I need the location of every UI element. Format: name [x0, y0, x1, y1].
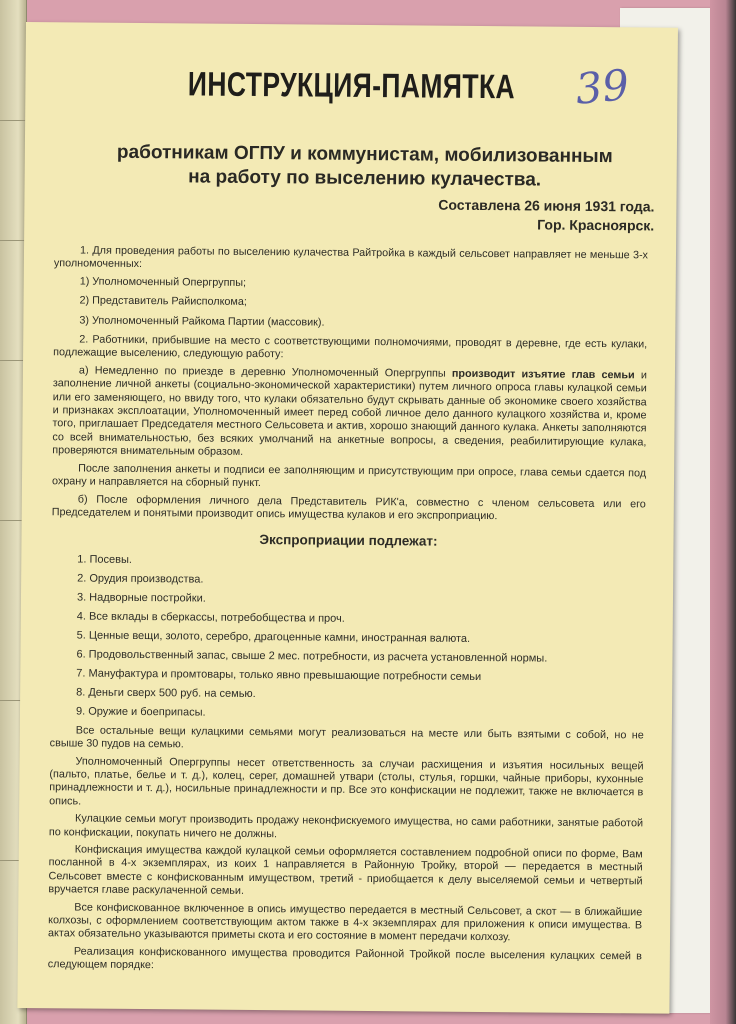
list-item: 3. Надворные постройки. [76, 591, 206, 605]
list-item: 4. Все вклады в сберкассы, потребобщества и проч. [76, 610, 345, 625]
paragraph-8: Конфискация имущества каждой кулацкой семьи оформляется составлением подробной описи по форме, Вам посланной в 4-х экземплярах, из коих 1 направляется в Районную Тройку, второй — передается в местный Сельсовет вместе с конфискованным имуществом, третий - приобщается к делу выселяемой семьи и четвертый вручается главе раскулаченной семьи. [48, 843, 643, 898]
paragraph-3: После заполнения анкеты и подписи ее заполняющим и присутствующим при опросе, глава семьи сдается под охрану и направляется на сборный пункт. [51, 462, 647, 490]
paragraph-2a-start: а) Немедленно по приезде в деревню Уполномоченный Опергруппы [78, 364, 452, 380]
paragraph-7: Кулацкие семьи могут производить продажу неконфискуемого имущества, но сами работники, занятые работой по конфискации, покупать ничего не должны. [48, 812, 644, 840]
handwritten-page-number: 39 [573, 59, 632, 114]
composed-date: Составлена 26 июня 1931 года. [438, 196, 655, 215]
list-item: 5. Ценные вещи, золото, серебро, драгоценные камни, иностранная валюта. [76, 629, 471, 645]
list-item: 1. Посевы. [77, 553, 133, 566]
paragraph-6: Уполномоченный Опергруппы несет ответственность за случаи расхищения и изъятия носильных вещей (пальто, платье, белье и т. д.), колец, серег, домашней утвари (столы, стулья, горшки, чайные приборы, кухонные принадлежности и т. д.), носильные принадлежности и пр. Все это конфискации не подлежит, также не включается в опись. [49, 754, 644, 808]
expropriation-list [50, 553, 645, 723]
composed-place: Гор. Красноярск. [537, 216, 655, 234]
paragraph-1-item-2: 2) Представитель Райисполкома; [79, 294, 247, 309]
paragraph-10: Реализация конфискованного имущества проводится Районной Тройкой после выселения кулацких семей в следующем порядке: [47, 945, 642, 972]
list-item: 2. Орудия производства. [77, 572, 204, 586]
document-subtitle [65, 140, 665, 193]
paragraph-1-item-1: 1) Уполномоченный Опергруппы; [79, 275, 247, 289]
paragraph-5: Все остальные вещи кулацкими семьями могут реализоваться на месте или быть взятыми с собой, но не свыше 30 пудов на семью. [49, 724, 644, 751]
document-title: ИНСТРУКЦИЯ-ПАМЯТКА [187, 65, 516, 107]
composed-date-place [414, 195, 654, 235]
paragraph-2a [52, 364, 647, 463]
list-item: 9. Оружие и боеприпасы. [75, 705, 206, 719]
paragraph-1-item-3: 3) Уполномоченный Райкома Партии (массовик). [79, 314, 325, 329]
paragraph-2a-rest: и заполнение личной анкеты (социально-экономической характеристики) путем личного опроса главы кулацкой семьи или его заменяющего, но ввиду того, что кулаки обязательно будут скрывать данные об экономике своего хозяйства и признаках эксплоатации, Уполномоченный имеет перед собой личное дело данного кулацкого хозяйства и, кроме того, приглашает Председателя местного Сельсовета и актив, хорошо знающий данного кулака. Анкеты заполняются со всей внимательностью, без всяких умолчаний на анкетные вопросы, а сведения, реабилитирующие кулака, проверяются внимательным образом. [52, 369, 647, 459]
paragraph-2a-bold: производит изъятие глав семьи [451, 367, 635, 382]
paragraph-9: Все конфискованное включенное в опись имущество передается в местный Сельсовет, а скот — в ближайшие колхозы, с оформлением соответствующим актом также в 4-х экземплярах для приложения к описи имущества. В актах обязательно указываются приметы скота и его состояние в момент передачи колхозу. [47, 901, 643, 944]
list-item: 7. Мануфактура и промтовары, только явно превышающие потребности семьи [76, 667, 482, 683]
document-body [48, 244, 648, 981]
paragraph-4: б) После оформления личного дела Представитель РИК'а, совместно с членом сельсовета или его Председателем и понятыми производит опись имущества кулаков и его экспроприацию. [51, 492, 646, 523]
subtitle-line-2: на работу по выселению кулачества. [188, 166, 542, 191]
subtitle-line-1: работникам ОГПУ и коммунистам, мобилизованным [116, 141, 613, 168]
list-item: 6. Продовольственный запас, свыше 2 мес. потребности, из расчета установленной нормы. [76, 648, 548, 665]
document-page [17, 22, 678, 1014]
list-item: 8. Деньги сверх 500 руб. на семью. [76, 686, 256, 700]
paragraph-1: 1. Для проведения работы по выселению кулачества Райтройка в каждый сельсовет направляет не меньше 3-х уполномоченных: [53, 244, 649, 271]
paragraph-2: 2. Работники, прибывшие на место с соответствующими полномочиями, проводят в деревне, где есть кулаки, подлежащие выселению, следующую работу: [53, 333, 648, 361]
expropriation-heading: Экспроприации подлежат: [259, 532, 438, 549]
background-edge [710, 0, 736, 1024]
